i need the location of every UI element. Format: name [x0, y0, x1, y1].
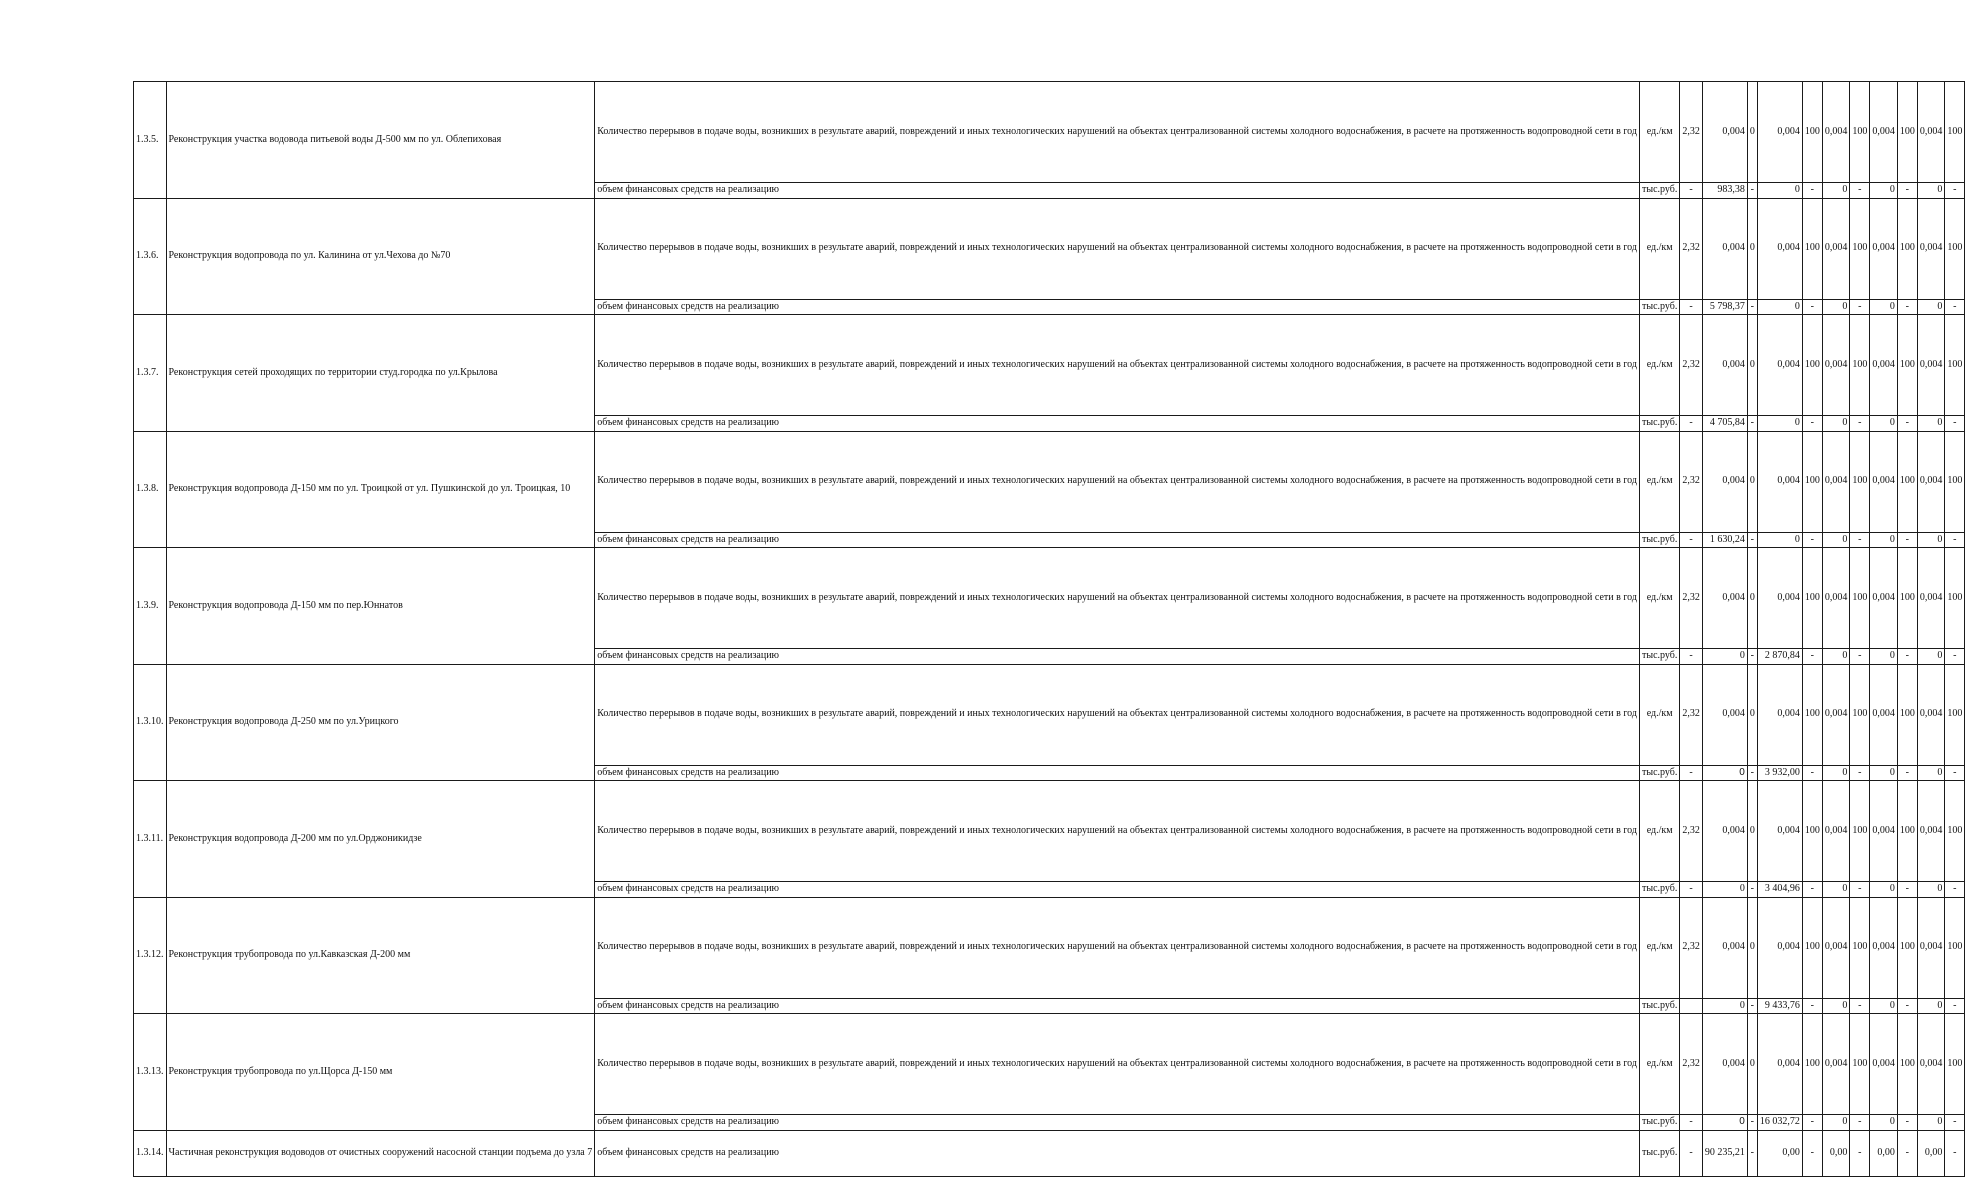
value-cell: 0 — [1870, 183, 1898, 199]
unit-cell: ед./км — [1639, 82, 1679, 183]
unit-cell: тыс.руб. — [1639, 416, 1679, 432]
value-cell: - — [1850, 1130, 1870, 1176]
value-cell: - — [1680, 416, 1703, 432]
value-cell: 5 798,37 — [1702, 299, 1747, 315]
unit-cell: тыс.руб. — [1639, 765, 1679, 781]
indicator-description: Количество перерывов в подаче воды, возникших в результате аварий, повреждений и иных технологических нарушений на объектах централизованной системы холодного водоснабжения, в расчете на протяженность водопроводной сети в год — [595, 664, 1640, 765]
value-cell: 0 — [1747, 1014, 1757, 1115]
unit-cell: тыс.руб. — [1639, 299, 1679, 315]
table-row — [134, 664, 1965, 765]
value-cell: 0,004 — [1757, 82, 1802, 183]
item-code: 1.3.7. — [134, 315, 167, 432]
value-cell: - — [1945, 532, 1965, 548]
value-cell: - — [1897, 299, 1917, 315]
item-code: 1.3.8. — [134, 431, 167, 548]
unit-cell: ед./км — [1639, 431, 1679, 532]
value-cell: 0,004 — [1870, 897, 1898, 998]
unit-cell: тыс.руб. — [1639, 998, 1679, 1014]
value-cell: 0 — [1747, 198, 1757, 299]
value-cell: 0 — [1757, 299, 1802, 315]
value-cell: 0,004 — [1757, 198, 1802, 299]
value-cell: 100 — [1850, 82, 1870, 183]
value-cell: - — [1850, 649, 1870, 665]
indicator-description: Количество перерывов в подаче воды, возникших в результате аварий, повреждений и иных технологических нарушений на объектах централизованной системы холодного водоснабжения, в расчете на протяженность водопроводной сети в год — [595, 897, 1640, 998]
value-cell: 0,004 — [1702, 315, 1747, 416]
item-name: Реконструкция участка водовода питьевой воды Д-500 мм по ул. Облепиховая — [166, 82, 595, 199]
value-cell: - — [1945, 998, 1965, 1014]
value-cell: 0 — [1822, 765, 1850, 781]
value-cell: 0,004 — [1917, 1014, 1945, 1115]
value-cell: - — [1897, 183, 1917, 199]
value-cell: - — [1945, 882, 1965, 898]
value-cell: 0 — [1917, 649, 1945, 665]
value-cell: - — [1802, 765, 1822, 781]
value-cell: - — [1850, 416, 1870, 432]
value-cell: 100 — [1802, 431, 1822, 532]
value-cell: - — [1945, 299, 1965, 315]
value-cell: 0 — [1702, 882, 1747, 898]
value-cell: 100 — [1945, 664, 1965, 765]
indicator-table — [133, 81, 1965, 1177]
value-cell: 100 — [1802, 315, 1822, 416]
value-cell: 0,004 — [1757, 897, 1802, 998]
value-cell: 2 870,84 — [1757, 649, 1802, 665]
value-cell: - — [1680, 765, 1703, 781]
value-cell: - — [1747, 998, 1757, 1014]
table-row — [134, 1014, 1965, 1115]
table-row — [134, 315, 1965, 416]
item-name: Реконструкция водопровода Д-150 мм по пер.Юннатов — [166, 548, 595, 665]
value-cell: 100 — [1945, 315, 1965, 416]
value-cell: 0 — [1917, 183, 1945, 199]
value-cell: - — [1897, 765, 1917, 781]
item-code: 1.3.5. — [134, 82, 167, 199]
value-cell: 0,004 — [1870, 198, 1898, 299]
table-row — [134, 1130, 1965, 1176]
value-cell: - — [1802, 882, 1822, 898]
value-cell: 0 — [1870, 1115, 1898, 1131]
value-cell: 2,32 — [1680, 781, 1703, 882]
indicator-description: Количество перерывов в подаче воды, возникших в результате аварий, повреждений и иных технологических нарушений на объектах централизованной системы холодного водоснабжения, в расчете на протяженность водопроводной сети в год — [595, 315, 1640, 416]
value-cell: 0 — [1917, 765, 1945, 781]
unit-cell: ед./км — [1639, 1014, 1679, 1115]
value-cell: - — [1945, 183, 1965, 199]
value-cell: 100 — [1897, 781, 1917, 882]
value-cell: 100 — [1945, 82, 1965, 183]
indicator-description: Количество перерывов в подаче воды, возникших в результате аварий, повреждений и иных технологических нарушений на объектах централизованной системы холодного водоснабжения, в расчете на протяженность водопроводной сети в год — [595, 198, 1640, 299]
unit-cell: ед./км — [1639, 781, 1679, 882]
value-cell: - — [1850, 1115, 1870, 1131]
value-cell: 100 — [1897, 897, 1917, 998]
value-cell: - — [1945, 765, 1965, 781]
value-cell: 0 — [1747, 781, 1757, 882]
indicator-description: Количество перерывов в подаче воды, возникших в результате аварий, повреждений и иных технологических нарушений на объектах централизованной системы холодного водоснабжения, в расчете на протяженность водопроводной сети в год — [595, 431, 1640, 532]
item-code: 1.3.12. — [134, 897, 167, 1014]
value-cell: 0,004 — [1822, 1014, 1850, 1115]
value-cell: 0 — [1822, 649, 1850, 665]
table-row — [134, 82, 1965, 183]
value-cell: - — [1897, 532, 1917, 548]
value-cell: 2,32 — [1680, 897, 1703, 998]
value-cell: 0,004 — [1822, 548, 1850, 649]
item-name: Реконструкция водопровода Д-200 мм по ул.Орджоникидзе — [166, 781, 595, 898]
value-cell: 0 — [1870, 299, 1898, 315]
value-cell: 0,004 — [1917, 548, 1945, 649]
value-cell: - — [1747, 416, 1757, 432]
value-cell: 0,004 — [1757, 781, 1802, 882]
finance-description: объем финансовых средств на реализацию — [595, 532, 1640, 548]
value-cell: 100 — [1802, 1014, 1822, 1115]
value-cell: 0,004 — [1702, 781, 1747, 882]
unit-cell: ед./км — [1639, 315, 1679, 416]
value-cell: - — [1802, 532, 1822, 548]
value-cell: 0,004 — [1870, 1014, 1898, 1115]
value-cell: 0 — [1822, 882, 1850, 898]
value-cell: 100 — [1945, 548, 1965, 649]
value-cell: 100 — [1802, 198, 1822, 299]
finance-description: объем финансовых средств на реализацию — [595, 882, 1640, 898]
value-cell: - — [1802, 998, 1822, 1014]
indicator-description: Количество перерывов в подаче воды, возникших в результате аварий, повреждений и иных технологических нарушений на объектах централизованной системы холодного водоснабжения, в расчете на протяженность водопроводной сети в год — [595, 781, 1640, 882]
value-cell: - — [1802, 183, 1822, 199]
value-cell: - — [1747, 1130, 1757, 1176]
value-cell: - — [1680, 532, 1703, 548]
finance-description: объем финансовых средств на реализацию — [595, 649, 1640, 665]
value-cell: 0,004 — [1757, 431, 1802, 532]
value-cell: 2,32 — [1680, 1014, 1703, 1115]
value-cell: - — [1747, 882, 1757, 898]
item-code: 1.3.6. — [134, 198, 167, 315]
value-cell: 0,00 — [1822, 1130, 1850, 1176]
value-cell: 0 — [1870, 649, 1898, 665]
value-cell: - — [1945, 416, 1965, 432]
value-cell: 0,004 — [1870, 781, 1898, 882]
value-cell: 0 — [1757, 532, 1802, 548]
value-cell: 0 — [1822, 998, 1850, 1014]
value-cell: 0 — [1702, 649, 1747, 665]
unit-cell: тыс.руб. — [1639, 532, 1679, 548]
value-cell: - — [1747, 649, 1757, 665]
value-cell: 0 — [1757, 183, 1802, 199]
value-cell: - — [1680, 299, 1703, 315]
unit-cell: тыс.руб. — [1639, 882, 1679, 898]
value-cell: 0,004 — [1822, 897, 1850, 998]
value-cell: - — [1802, 649, 1822, 665]
value-cell: - — [1747, 183, 1757, 199]
indicator-description: Количество перерывов в подаче воды, возникших в результате аварий, повреждений и иных технологических нарушений на объектах централизованной системы холодного водоснабжения, в расчете на протяженность водопроводной сети в год — [595, 548, 1640, 649]
value-cell: - — [1680, 882, 1703, 898]
value-cell — [1680, 998, 1703, 1014]
item-name: Реконструкция водопровода Д-250 мм по ул.Урицкого — [166, 664, 595, 781]
value-cell: 4 705,84 — [1702, 416, 1747, 432]
value-cell: 0 — [1917, 532, 1945, 548]
value-cell: 0,004 — [1917, 198, 1945, 299]
table-row — [134, 897, 1965, 998]
finance-description: объем финансовых средств на реализацию — [595, 1130, 1640, 1176]
value-cell: 100 — [1945, 781, 1965, 882]
value-cell: 0 — [1747, 897, 1757, 998]
item-name: Реконструкция трубопровода по ул.Щорса Д-150 мм — [166, 1014, 595, 1131]
value-cell: 0 — [1747, 82, 1757, 183]
item-code: 1.3.11. — [134, 781, 167, 898]
value-cell: 0,004 — [1757, 664, 1802, 765]
value-cell: 2,32 — [1680, 198, 1703, 299]
value-cell: 2,32 — [1680, 664, 1703, 765]
finance-description: объем финансовых средств на реализацию — [595, 183, 1640, 199]
value-cell: - — [1680, 183, 1703, 199]
item-name: Реконструкция трубопровода по ул.Кавказская Д-200 мм — [166, 897, 595, 1014]
value-cell: - — [1680, 1115, 1703, 1131]
value-cell: - — [1850, 882, 1870, 898]
value-cell: 983,38 — [1702, 183, 1747, 199]
value-cell: 9 433,76 — [1757, 998, 1802, 1014]
value-cell: 0 — [1917, 299, 1945, 315]
value-cell: 100 — [1850, 1014, 1870, 1115]
value-cell: 100 — [1850, 664, 1870, 765]
finance-description: объем финансовых средств на реализацию — [595, 416, 1640, 432]
value-cell: 100 — [1850, 781, 1870, 882]
value-cell: 3 932,00 — [1757, 765, 1802, 781]
value-cell: 100 — [1945, 1014, 1965, 1115]
value-cell: - — [1945, 1130, 1965, 1176]
finance-description: объем финансовых средств на реализацию — [595, 299, 1640, 315]
value-cell: 100 — [1897, 431, 1917, 532]
value-cell: - — [1850, 532, 1870, 548]
value-cell: - — [1897, 1115, 1917, 1131]
value-cell: 0 — [1917, 1115, 1945, 1131]
unit-cell: тыс.руб. — [1639, 1115, 1679, 1131]
value-cell: 0,004 — [1702, 431, 1747, 532]
value-cell: 0,004 — [1870, 548, 1898, 649]
item-name: Частичная реконструкция водоводов от очистных сооружений насосной станции подъема до узла 7 — [166, 1130, 595, 1176]
value-cell: - — [1747, 532, 1757, 548]
value-cell: 100 — [1897, 82, 1917, 183]
value-cell: 0,004 — [1757, 1014, 1802, 1115]
value-cell: 3 404,96 — [1757, 882, 1802, 898]
value-cell: 0 — [1870, 532, 1898, 548]
item-code: 1.3.9. — [134, 548, 167, 665]
value-cell: 0,004 — [1702, 897, 1747, 998]
value-cell: 0 — [1747, 431, 1757, 532]
value-cell: 90 235,21 — [1702, 1130, 1747, 1176]
value-cell: 100 — [1850, 431, 1870, 532]
indicator-description: Количество перерывов в подаче воды, возникших в результате аварий, повреждений и иных технологических нарушений на объектах централизованной системы холодного водоснабжения, в расчете на протяженность водопроводной сети в год — [595, 82, 1640, 183]
value-cell: - — [1680, 649, 1703, 665]
value-cell: 0,004 — [1870, 315, 1898, 416]
value-cell: 0 — [1757, 416, 1802, 432]
value-cell: 0,004 — [1870, 664, 1898, 765]
value-cell: 0,004 — [1822, 315, 1850, 416]
value-cell: 0 — [1870, 416, 1898, 432]
value-cell: 16 032,72 — [1757, 1115, 1802, 1131]
value-cell: 100 — [1945, 198, 1965, 299]
value-cell: 100 — [1802, 897, 1822, 998]
value-cell: 0,004 — [1822, 198, 1850, 299]
value-cell: 100 — [1897, 664, 1917, 765]
value-cell: - — [1850, 183, 1870, 199]
value-cell: 0 — [1870, 765, 1898, 781]
value-cell: - — [1850, 299, 1870, 315]
value-cell: 100 — [1802, 664, 1822, 765]
value-cell: - — [1680, 1130, 1703, 1176]
value-cell: 100 — [1850, 897, 1870, 998]
unit-cell: тыс.руб. — [1639, 183, 1679, 199]
value-cell: 2,32 — [1680, 82, 1703, 183]
unit-cell: ед./км — [1639, 198, 1679, 299]
value-cell: 100 — [1945, 431, 1965, 532]
value-cell: 0 — [1822, 532, 1850, 548]
value-cell: 100 — [1802, 82, 1822, 183]
finance-description: объем финансовых средств на реализацию — [595, 765, 1640, 781]
value-cell: 0,004 — [1917, 431, 1945, 532]
value-cell: - — [1850, 765, 1870, 781]
unit-cell: ед./км — [1639, 548, 1679, 649]
value-cell: 0 — [1917, 998, 1945, 1014]
value-cell: 0,00 — [1870, 1130, 1898, 1176]
item-code: 1.3.14. — [134, 1130, 167, 1176]
value-cell: 100 — [1897, 1014, 1917, 1115]
value-cell: 100 — [1850, 548, 1870, 649]
document-sheet — [133, 81, 1965, 1177]
value-cell: 0,00 — [1757, 1130, 1802, 1176]
table-row — [134, 198, 1965, 299]
value-cell: 0,00 — [1917, 1130, 1945, 1176]
unit-cell: ед./км — [1639, 897, 1679, 998]
value-cell: 0,004 — [1917, 781, 1945, 882]
value-cell: 0 — [1747, 548, 1757, 649]
value-cell: 100 — [1897, 315, 1917, 416]
value-cell: 0,004 — [1870, 82, 1898, 183]
value-cell: 100 — [1802, 781, 1822, 882]
unit-cell: ед./км — [1639, 664, 1679, 765]
value-cell: 0,004 — [1822, 781, 1850, 882]
value-cell: 0,004 — [1822, 664, 1850, 765]
value-cell: - — [1747, 1115, 1757, 1131]
value-cell: 0,004 — [1917, 315, 1945, 416]
value-cell: - — [1850, 998, 1870, 1014]
value-cell: - — [1747, 765, 1757, 781]
finance-description: объем финансовых средств на реализацию — [595, 998, 1640, 1014]
value-cell: - — [1897, 998, 1917, 1014]
indicator-description: Количество перерывов в подаче воды, возникших в результате аварий, повреждений и иных технологических нарушений на объектах централизованной системы холодного водоснабжения, в расчете на протяженность водопроводной сети в год — [595, 1014, 1640, 1115]
value-cell: 0,004 — [1757, 315, 1802, 416]
value-cell: 0,004 — [1702, 82, 1747, 183]
value-cell: 100 — [1802, 548, 1822, 649]
value-cell: - — [1945, 649, 1965, 665]
value-cell: 2,32 — [1680, 315, 1703, 416]
value-cell: 0,004 — [1917, 664, 1945, 765]
value-cell: 0 — [1870, 998, 1898, 1014]
value-cell: 0,004 — [1870, 431, 1898, 532]
value-cell: 0 — [1702, 998, 1747, 1014]
value-cell: 0,004 — [1822, 431, 1850, 532]
value-cell: 2,32 — [1680, 431, 1703, 532]
value-cell: 0,004 — [1702, 1014, 1747, 1115]
unit-cell: тыс.руб. — [1639, 649, 1679, 665]
value-cell: 0 — [1917, 416, 1945, 432]
value-cell: 0 — [1822, 1115, 1850, 1131]
value-cell: 0 — [1747, 315, 1757, 416]
item-name: Реконструкция водопровода Д-150 мм по ул. Троицкой от ул. Пушкинской до ул. Троицкая, 10 — [166, 431, 595, 548]
value-cell: 0,004 — [1702, 664, 1747, 765]
value-cell: - — [1897, 649, 1917, 665]
value-cell: 0 — [1870, 882, 1898, 898]
finance-description: объем финансовых средств на реализацию — [595, 1115, 1640, 1131]
value-cell: - — [1897, 1130, 1917, 1176]
value-cell: - — [1802, 1130, 1822, 1176]
value-cell: 0 — [1702, 765, 1747, 781]
value-cell: 100 — [1897, 198, 1917, 299]
value-cell: 0 — [1747, 664, 1757, 765]
value-cell: 0,004 — [1822, 82, 1850, 183]
value-cell: 0 — [1702, 1115, 1747, 1131]
value-cell: - — [1747, 299, 1757, 315]
value-cell: 0,004 — [1702, 548, 1747, 649]
value-cell: - — [1897, 882, 1917, 898]
table-row — [134, 781, 1965, 882]
value-cell: 0,004 — [1757, 548, 1802, 649]
item-name: Реконструкция водопровода по ул. Калинина от ул.Чехова до №70 — [166, 198, 595, 315]
value-cell: - — [1945, 1115, 1965, 1131]
value-cell: - — [1802, 416, 1822, 432]
value-cell: - — [1897, 416, 1917, 432]
table-row — [134, 431, 1965, 532]
value-cell: 100 — [1850, 315, 1870, 416]
item-name: Реконструкция сетей проходящих по территории студ.городка по ул.Крылова — [166, 315, 595, 432]
value-cell: 100 — [1897, 548, 1917, 649]
value-cell: 0,004 — [1702, 198, 1747, 299]
value-cell: 0 — [1822, 416, 1850, 432]
value-cell: 0 — [1917, 882, 1945, 898]
value-cell: 100 — [1850, 198, 1870, 299]
value-cell: 0 — [1822, 299, 1850, 315]
item-code: 1.3.13. — [134, 1014, 167, 1131]
item-code: 1.3.10. — [134, 664, 167, 781]
value-cell: 0,004 — [1917, 897, 1945, 998]
table-row — [134, 548, 1965, 649]
unit-cell: тыс.руб. — [1639, 1130, 1679, 1176]
value-cell: 0 — [1822, 183, 1850, 199]
value-cell: 1 630,24 — [1702, 532, 1747, 548]
value-cell: 2,32 — [1680, 548, 1703, 649]
value-cell: 0,004 — [1917, 82, 1945, 183]
value-cell: 100 — [1945, 897, 1965, 998]
value-cell: - — [1802, 299, 1822, 315]
value-cell: - — [1802, 1115, 1822, 1131]
